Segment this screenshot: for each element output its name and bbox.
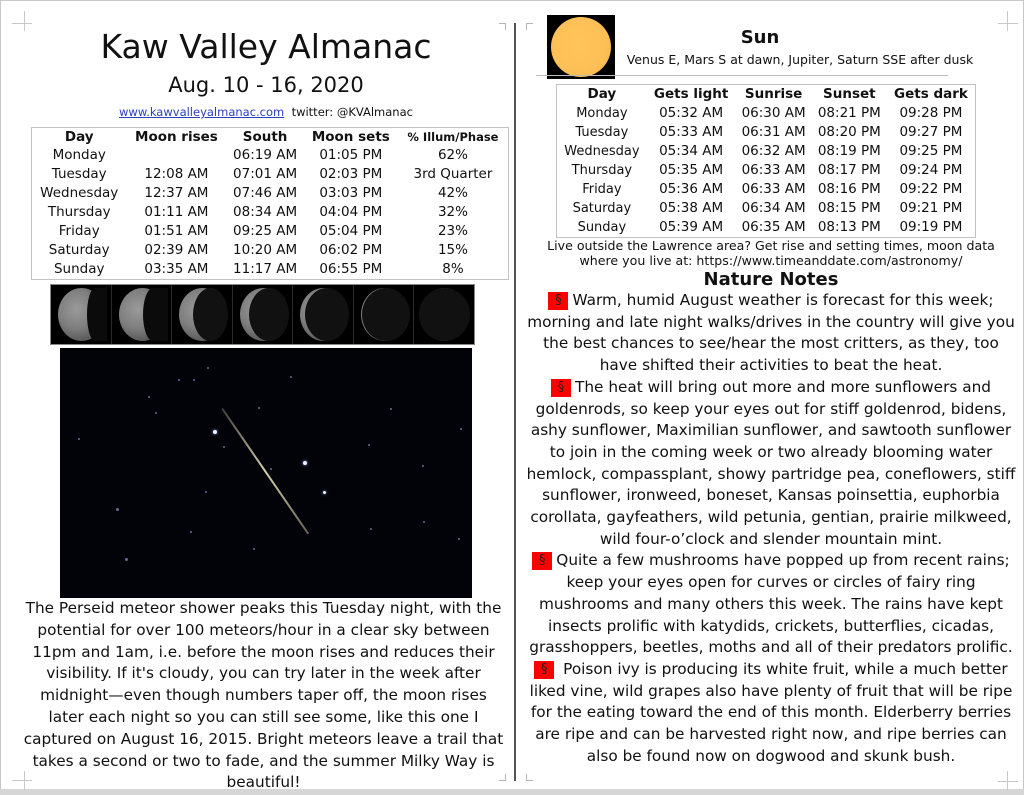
cell-moon-rises: 01:11 AM xyxy=(144,204,209,220)
cell-day: Thursday xyxy=(47,204,111,220)
column-header: Gets dark xyxy=(894,86,968,102)
cell-gets-dark: 09:28 PM xyxy=(899,105,963,121)
cell-day: Wednesday xyxy=(40,185,119,201)
cell-sunset: 08:16 PM xyxy=(817,181,881,197)
cell-day: Monday xyxy=(52,147,106,163)
cell-moon-sets: 06:02 PM xyxy=(319,242,383,258)
table-row xyxy=(32,184,509,203)
section-bullet-icon: § xyxy=(532,552,552,570)
crop-mark xyxy=(1007,771,1008,791)
moon-table xyxy=(31,127,509,280)
table-row xyxy=(32,260,509,280)
moon-phase-thumbnail xyxy=(354,285,415,344)
cell-moon-rises xyxy=(126,146,226,165)
moon-shadow xyxy=(419,288,470,341)
cell-gets-light: 05:35 AM xyxy=(659,162,724,178)
cell-day: Wednesday xyxy=(564,144,640,159)
moon-table-header xyxy=(32,128,509,147)
star xyxy=(423,521,425,523)
column-header: Sunset xyxy=(823,86,876,102)
column-header: Gets light xyxy=(653,86,729,102)
star xyxy=(207,367,209,369)
table-row xyxy=(557,123,976,142)
table-row xyxy=(32,203,509,222)
column-divider xyxy=(514,23,516,781)
cell-moon-sets: 04:04 PM xyxy=(319,204,383,220)
moon-phase-thumbnail xyxy=(172,285,233,344)
moon-phase-thumbnail xyxy=(293,285,354,344)
cell-day: Thursday xyxy=(571,163,633,178)
nature-note xyxy=(526,659,1016,768)
crop-mark xyxy=(1007,11,1008,31)
star xyxy=(323,491,326,494)
column-header: South xyxy=(242,129,288,145)
cell-moon-rises: 12:08 AM xyxy=(144,166,209,182)
cell-gets-light: 05:33 AM xyxy=(659,124,724,140)
cell-south: 07:46 AM xyxy=(233,185,298,201)
cell-day: Sunday xyxy=(577,220,627,235)
table-row xyxy=(557,199,976,218)
cell-gets-dark: 09:19 PM xyxy=(899,219,963,235)
sun-title: Sun xyxy=(740,27,780,48)
star xyxy=(190,531,192,533)
table-row xyxy=(32,222,509,241)
crop-mark xyxy=(12,23,32,24)
moon-phase-thumbnail xyxy=(112,285,173,344)
star xyxy=(78,438,80,440)
nature-notes-body xyxy=(526,290,1016,767)
star xyxy=(205,491,207,493)
cell-day: Tuesday xyxy=(51,166,107,182)
sun-header-rule xyxy=(536,75,948,76)
moon-phase-thumbnail xyxy=(233,285,294,344)
cell-gets-light: 05:32 AM xyxy=(659,105,724,121)
cell-sunset: 08:13 PM xyxy=(817,219,881,235)
star xyxy=(368,444,370,446)
cell-south: 06:19 AM xyxy=(233,147,298,163)
margin-corner xyxy=(526,23,533,30)
moon-phase-strip xyxy=(50,284,475,345)
star xyxy=(370,528,372,530)
nature-note-text: Warm, humid August weather is forecast for this week; morning and late night walks/drives in the country will give you the best chances to see/hear the most critters, as they, too have shifted their activities to beat the heat. xyxy=(527,291,1015,375)
cell-sunset: 08:21 PM xyxy=(817,105,881,121)
cell-sunrise: 06:33 AM xyxy=(741,181,806,197)
star xyxy=(422,465,424,467)
cell-moon-sets: 01:05 PM xyxy=(319,147,383,163)
column-header: Day xyxy=(64,129,94,145)
column-header: Sunrise xyxy=(744,86,803,102)
nature-notes-title: Nature Notes xyxy=(703,269,839,290)
cell-sunset: 08:20 PM xyxy=(817,124,881,140)
star xyxy=(213,430,217,434)
cell-moon-sets: 03:03 PM xyxy=(319,185,383,201)
section-bullet-icon: § xyxy=(548,292,568,310)
location-note: Live outside the Lawrence area? Get rise and setting times, moon data where you live at: https://www.timeanddate.com/astronomy/ xyxy=(547,238,995,268)
cell-illum: 32% xyxy=(437,204,468,220)
meteor-caption: The Perseid meteor shower peaks this Tuesday night, with the potential for over 100 meteors/hour in a clear sky between 11pm and 1am, i.e. before the moon rises and reduces their visibility. If it's cloudy, you can try later in the week after midnight—even though numbers taper off, the moon rises later each night so you can still see some, like this one I captured on August 16, 2015. Bright meteors leave a trail that takes a second or two to fade, and the summer Milky Way is beautiful! xyxy=(23,599,504,792)
cell-sunset: 08:15 PM xyxy=(817,200,881,216)
column-header: Moon rises xyxy=(135,129,218,145)
website-link[interactable]: www.kawvalleyalmanac.com xyxy=(119,105,285,119)
cell-illum: 42% xyxy=(437,185,468,201)
cell-day: Friday xyxy=(58,223,100,239)
cell-day: Friday xyxy=(582,182,622,197)
table-row xyxy=(32,241,509,260)
star xyxy=(193,379,195,381)
cell-illum: 3rd Quarter xyxy=(413,166,493,182)
table-row xyxy=(32,146,509,165)
section-bullet-icon: § xyxy=(534,661,554,679)
cell-sunset: 08:19 PM xyxy=(817,143,881,159)
sun-disk xyxy=(551,17,611,77)
star xyxy=(303,461,307,465)
nature-note xyxy=(526,550,1016,659)
star xyxy=(253,548,255,550)
cell-gets-light: 05:39 AM xyxy=(659,219,724,235)
moon-shadow xyxy=(193,288,228,341)
star xyxy=(125,558,128,561)
table-row xyxy=(32,165,509,184)
cell-day: Sunday xyxy=(53,261,105,277)
star xyxy=(116,508,119,511)
cell-illum: 8% xyxy=(442,261,464,277)
moon-shadow xyxy=(362,288,410,341)
sun-table xyxy=(556,84,976,238)
moon-shadow xyxy=(143,288,168,341)
meteor-trail xyxy=(221,408,309,534)
column-header: Day xyxy=(587,86,617,102)
moon-phase-thumbnail xyxy=(51,285,112,344)
cell-sunrise: 06:33 AM xyxy=(741,162,806,178)
cell-south: 11:17 AM xyxy=(233,261,298,277)
cell-illum: 62% xyxy=(437,147,468,163)
moon-shadow xyxy=(249,288,289,341)
cell-gets-dark: 09:21 PM xyxy=(899,200,963,216)
cell-gets-light: 05:34 AM xyxy=(659,143,724,159)
star xyxy=(290,376,292,378)
column-header: % Illum/Phase xyxy=(407,130,499,144)
cell-sunset: 08:17 PM xyxy=(817,162,881,178)
table-row xyxy=(557,142,976,161)
cell-moon-sets: 02:03 PM xyxy=(319,166,383,182)
cell-sunrise: 06:32 AM xyxy=(741,143,806,159)
table-row xyxy=(557,180,976,199)
cell-day: Saturday xyxy=(48,242,110,258)
cell-south: 08:34 AM xyxy=(233,204,298,220)
table-row xyxy=(557,104,976,123)
sun-image xyxy=(547,15,615,79)
cell-gets-dark: 09:25 PM xyxy=(899,143,963,159)
cell-gets-dark: 09:22 PM xyxy=(899,181,963,197)
nature-note-text: Quite a few mushrooms have popped up from recent rains; keep your eyes open for curves or circles of fairy ring mushrooms and many others this week. The rains have kept insects prolific with katydids, crickets, butterflies, cicadas, grasshoppers, beetles, moths and all of their predators prolific. xyxy=(529,551,1013,657)
moon-phase-thumbnail xyxy=(414,285,474,344)
cell-sunrise: 06:31 AM xyxy=(741,124,806,140)
star xyxy=(270,468,272,470)
cell-moon-rises: 12:37 AM xyxy=(144,185,209,201)
cell-gets-dark: 09:27 PM xyxy=(899,124,963,140)
cell-illum: 15% xyxy=(437,242,468,258)
star xyxy=(155,412,157,414)
planets-visibility: Venus E, Mars S at dawn, Jupiter, Saturn SSE after dusk xyxy=(626,52,974,67)
cell-gets-light: 05:36 AM xyxy=(659,181,724,197)
cell-moon-rises: 01:51 AM xyxy=(144,223,209,239)
star xyxy=(458,538,460,540)
cell-illum: 23% xyxy=(437,223,468,239)
margin-corner xyxy=(526,774,533,781)
cell-gets-dark: 09:24 PM xyxy=(899,162,963,178)
star xyxy=(258,407,260,409)
section-bullet-icon: § xyxy=(551,379,571,397)
moon-shadow xyxy=(87,288,107,341)
cell-moon-rises: 03:35 AM xyxy=(144,261,209,277)
column-header: Moon sets xyxy=(311,129,390,145)
cell-day: Tuesday xyxy=(575,125,629,140)
moon-shadow xyxy=(305,288,349,341)
nature-note-text: Poison ivy is producing its white fruit, while a much better liked vine, wild grapes also have plenty of fruit that will be ripe for the eating toward the end of this month. Elderberry berries are ripe and can be harvested right now, and ripe berries can also be found now on dogwood and skunk bush. xyxy=(529,659,1013,765)
cell-south: 10:20 AM xyxy=(233,242,298,258)
cell-sunrise: 06:35 AM xyxy=(741,219,806,235)
star xyxy=(178,379,180,381)
header-links xyxy=(21,105,511,119)
cell-day: Monday xyxy=(576,106,628,121)
star xyxy=(148,396,150,398)
sun-table-header xyxy=(557,85,976,105)
crop-mark xyxy=(998,781,1018,782)
crop-mark xyxy=(998,23,1018,24)
cell-sunrise: 06:34 AM xyxy=(741,200,806,216)
nature-note xyxy=(526,290,1016,377)
star xyxy=(390,408,392,410)
meteor-photo xyxy=(60,348,472,598)
cell-gets-light: 05:38 AM xyxy=(659,200,724,216)
date-range: Aug. 10 - 16, 2020 xyxy=(168,73,364,97)
cell-south: 09:25 AM xyxy=(233,223,298,239)
page-title: Kaw Valley Almanac xyxy=(100,27,432,66)
cell-sunrise: 06:30 AM xyxy=(741,105,806,121)
table-row xyxy=(557,218,976,238)
table-row xyxy=(557,161,976,180)
star xyxy=(460,428,462,430)
cell-moon-rises: 02:39 AM xyxy=(144,242,209,258)
cell-south: 07:01 AM xyxy=(233,166,298,182)
cell-day: Saturday xyxy=(572,201,632,216)
nature-note-text: The heat will bring out more and more sunflowers and goldenrods, so keep your eyes out for stiff goldenrod, bidens, ashy sunflower, Maximilian sunflower, and sawtooth sunflower to join in the coming week or two already blooming water hemlock, compassplant, showy partridge pea, coneflowers, stiff sunflower, ironweed, boneset, Kansas poinsettia, euphorbia corollata, gayfeathers, wild petunia, gentian, prairie milkweed, wild four-o’clock and slender mountain mint. xyxy=(526,377,1016,548)
cell-moon-sets: 05:04 PM xyxy=(319,223,383,239)
star xyxy=(223,446,225,448)
cell-moon-sets: 06:55 PM xyxy=(319,261,383,277)
twitter-handle: twitter: @KVAlmanac xyxy=(291,105,413,119)
nature-note xyxy=(526,377,1016,551)
